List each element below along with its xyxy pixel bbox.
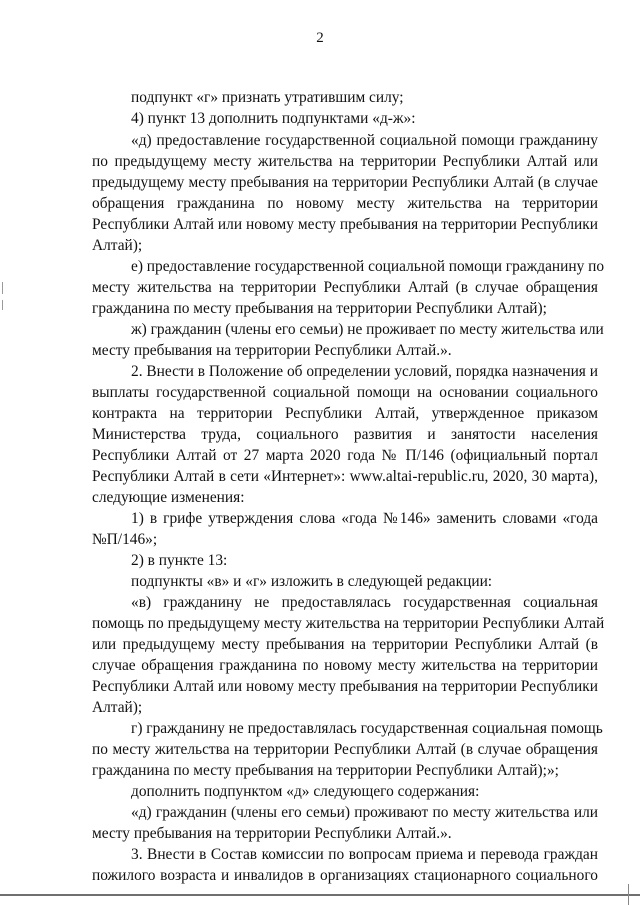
text-line: месту пребывания на территории Республики Алтай.». [92, 825, 452, 842]
page-number: 2 [316, 30, 324, 46]
text-line: месту пребывания на территории Республики Алтай.». [92, 342, 452, 359]
text-line: 4) пункт 13 дополнить подпунктами «д-ж»: [131, 110, 416, 127]
text-line: «д) предоставление государственной социальной помощи гражданину [131, 132, 598, 149]
text-line: Республики Алтай в сети «Интернет»: www.altai-republic.ru, 2020, 30 марта), [92, 468, 598, 485]
text-line: гражданина по месту пребывания на территории Республики Алтай);»; [92, 762, 559, 779]
text-line: Республики Алтай или новому месту пребывания на территории Республики [92, 678, 598, 695]
text-line: Министерства труда, социального развития и занятости населения [92, 426, 598, 443]
text-line: подпункты «в» и «г» изложить в следующей редакции: [131, 573, 493, 590]
text-line: месту жительства на территории Республики Алтай (в случае обращения [92, 279, 598, 296]
scan-edge-mark [2, 300, 3, 310]
text-line: следующие изменения: [92, 489, 245, 506]
text-line: предыдущему месту пребывания на территории Республики Алтай (в случае [92, 174, 598, 191]
text-line: «д) гражданин (члены его семьи) проживают по месту жительства или [131, 804, 598, 821]
text-line: 2. Внести в Положение об определении условий, порядка назначения и [131, 363, 598, 380]
text-line: подпункт «г» признать утратившим силу; [131, 89, 404, 106]
text-line: «в) гражданину не предоставлялась государственная социальная [131, 594, 598, 611]
text-line: помощь по предыдущему месту жительства на территории Республики Алтай [92, 615, 605, 632]
text-line: или предыдущему месту пребывания на территории Республики Алтай (в [92, 636, 598, 653]
text-line: по месту жительства на территории Республики Алтай (в случае обращения [92, 741, 598, 758]
scan-corner-mark [628, 884, 629, 905]
text-line: случае обращения гражданина по новому месту жительства на территории [92, 657, 598, 674]
text-line: е) предоставление государственной социальной помощи гражданину по [131, 258, 605, 275]
text-line: гражданина по месту пребывания на территории Республики Алтай); [92, 300, 547, 317]
text-line: 1) в грифе утверждения слова «года №146» заменить словами «года [131, 510, 598, 527]
text-line: Республики Алтай от 27 марта 2020 года № П/146 (официальный портал [92, 447, 598, 464]
text-line: пожилого возраста и инвалидов в организациях стационарного социального [92, 867, 598, 884]
text-line: дополнить подпунктом «д» следующего содержания: [131, 783, 480, 800]
text-line: по предыдущему месту жительства на территории Республики Алтай или [92, 153, 598, 170]
text-line: 2) в пункте 13: [131, 552, 228, 569]
text-line: ж) гражданин (члены его семьи) не проживает по месту жительства или [131, 321, 604, 338]
text-line: №П/146»; [92, 531, 158, 548]
text-line: Алтай); [92, 237, 143, 254]
text-line: г) гражданину не предоставлялась государственная социальная помощь [131, 720, 603, 737]
text-line: контракта на территории Республики Алтай, утвержденное приказом [92, 405, 598, 422]
scan-edge-mark [2, 282, 3, 294]
scan-bottom-edge [0, 894, 640, 896]
text-line: 3. Внести в Состав комиссии по вопросам приема и перевода граждан [131, 846, 598, 863]
text-line: Республики Алтай или новому месту пребывания на территории Республики [92, 216, 598, 233]
text-line: обращения гражданина по новому месту жительства на территории [92, 195, 598, 212]
text-line: Алтай); [92, 699, 143, 716]
text-line: выплаты государственной социальной помощи на основании социального [92, 384, 598, 401]
